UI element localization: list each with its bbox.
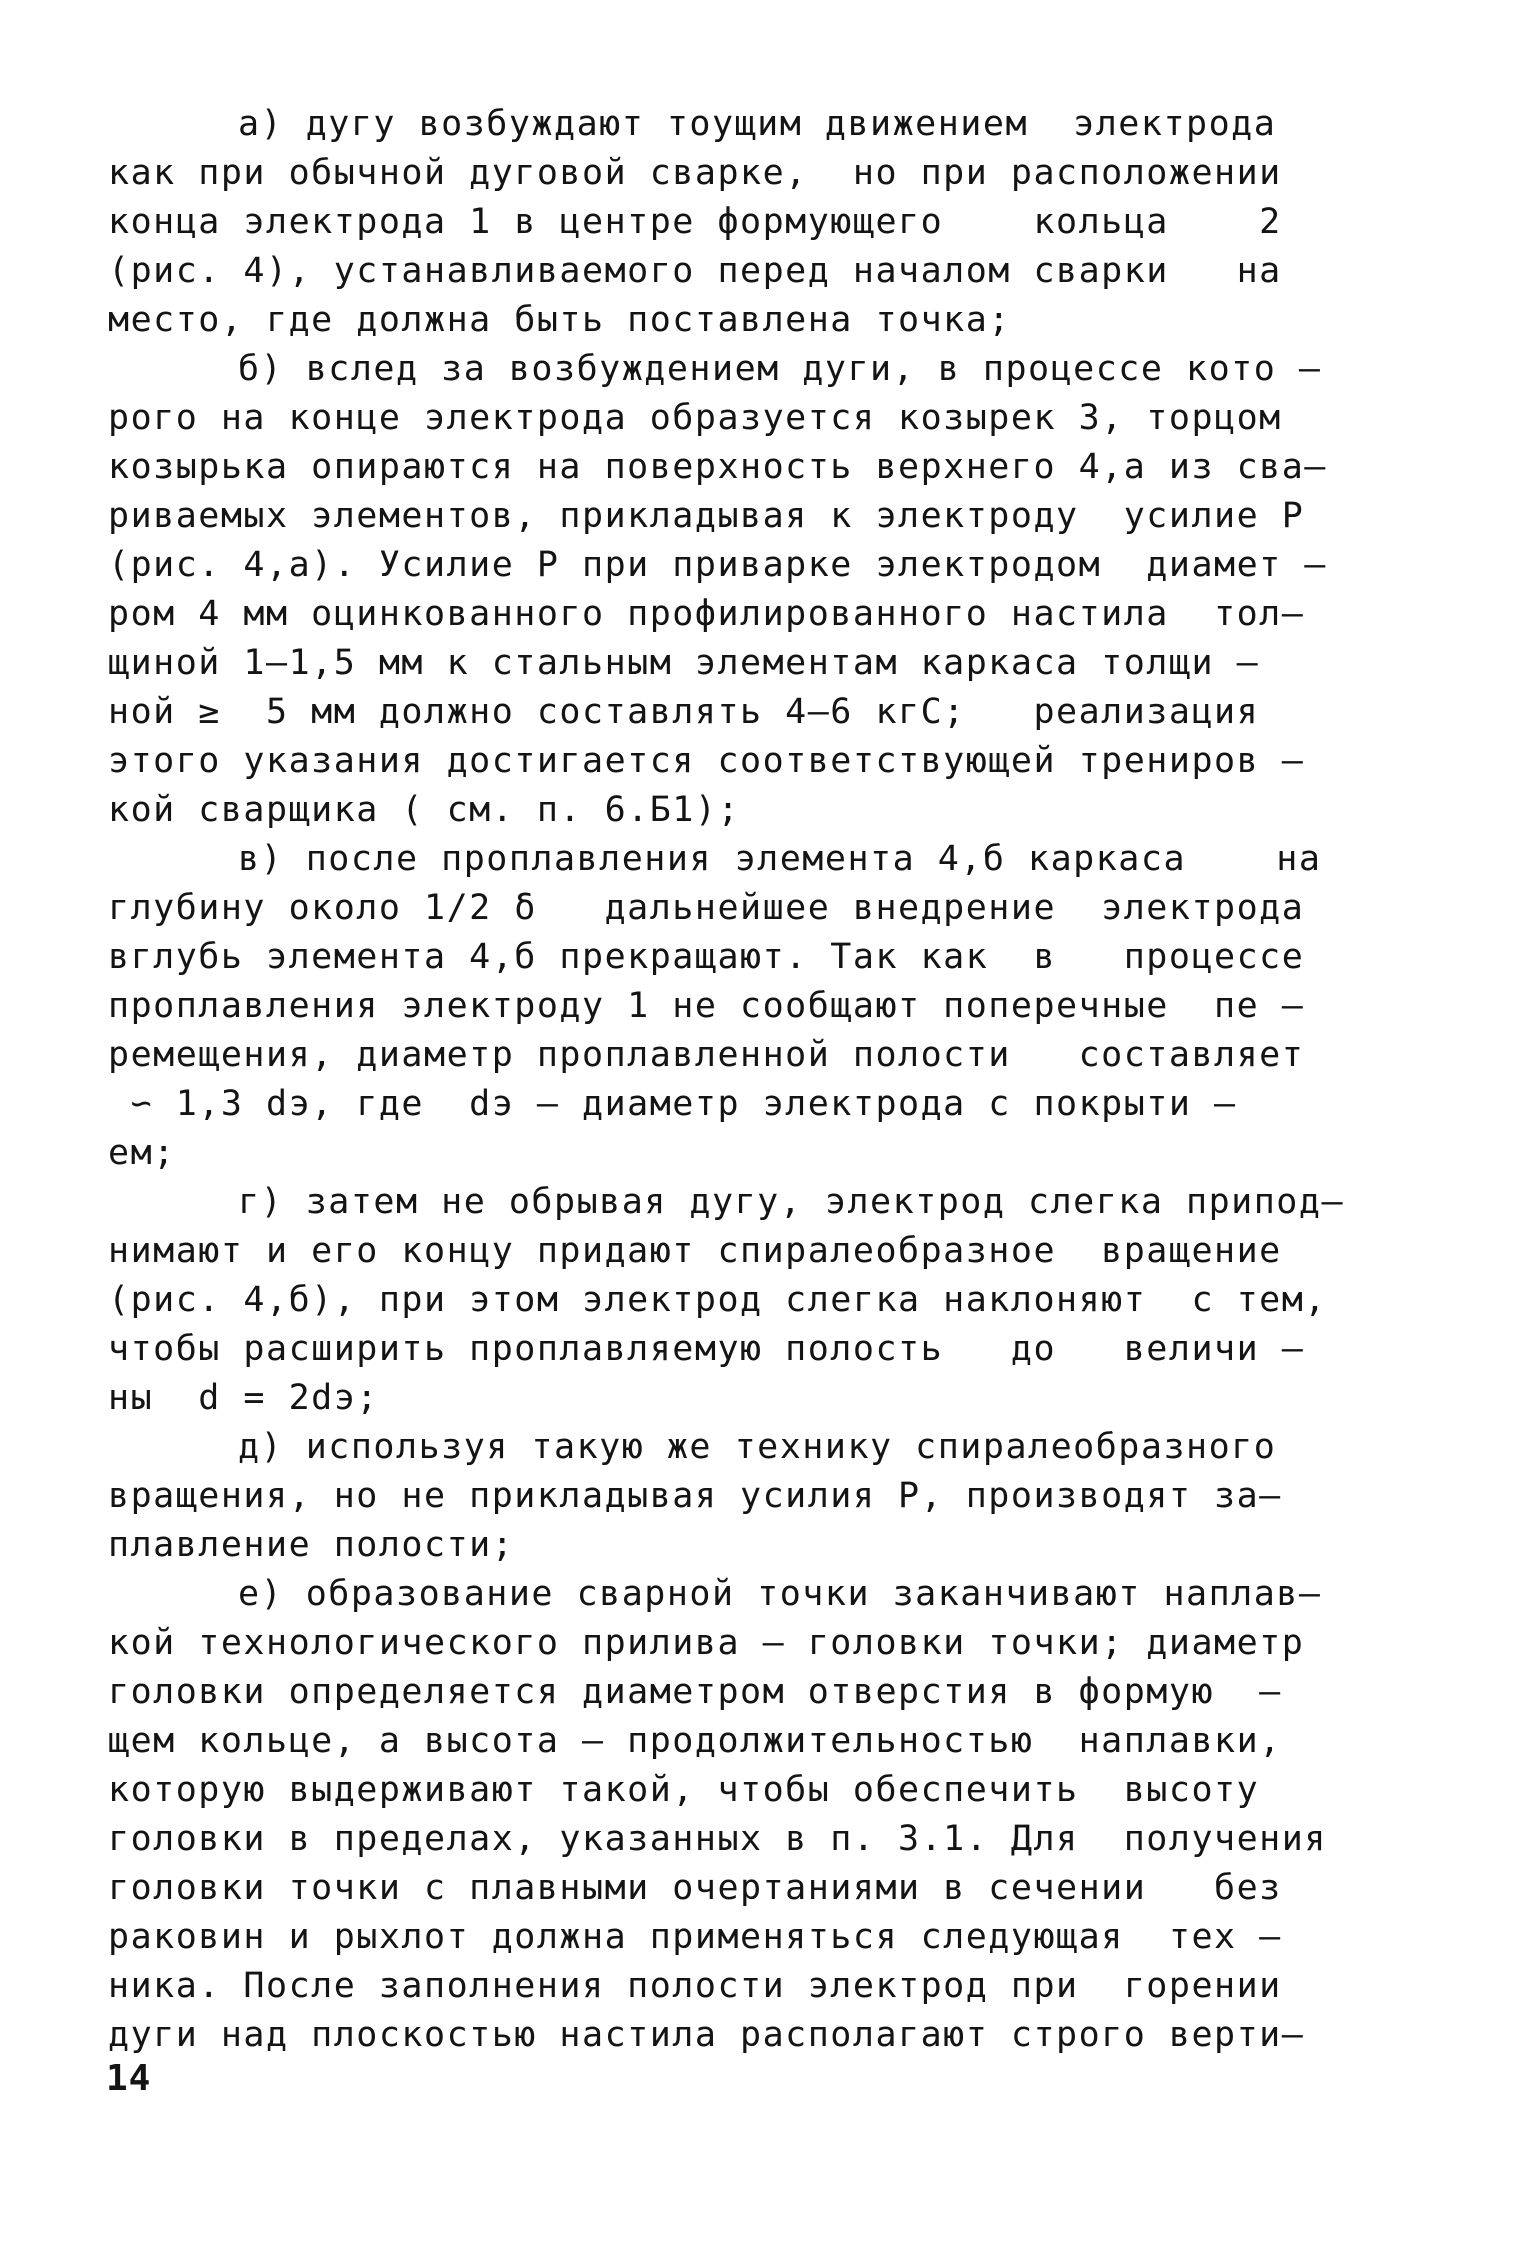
- text-line: которую выдерживают такой, чтобы обеспечить высоту: [108, 1770, 1260, 1810]
- text-line: дуги над плоскостью настила располагают строго верти–: [108, 2015, 1305, 2055]
- text-line: нимают и его концу придают спиралеобразное вращение: [108, 1231, 1282, 1271]
- text-line: рого на конце электрода образуется козырек 3, торцом: [108, 398, 1282, 438]
- text-line: кой сварщика ( см. п. 6.Б1);: [108, 790, 741, 830]
- text-line: ны d = 2dэ;: [108, 1378, 379, 1418]
- text-line: козырька опираются на поверхность верхнего 4,а из сва–: [108, 447, 1327, 487]
- text-line: ром 4 мм оцинкованного профилированного настила тол–: [108, 594, 1305, 634]
- text-line: головки определяется диаметром отверстия в формую –: [108, 1672, 1282, 1712]
- text-line: (рис. 4,а). Усилие Р при приварке электродом диамет –: [108, 545, 1327, 585]
- text-line: ∽ 1,3 dэ, где dэ – диаметр электрода с покрыти –: [108, 1084, 1237, 1124]
- text-line: как при обычной дуговой сварке, но при расположении: [108, 153, 1282, 193]
- text-line: риваемых элементов, прикладывая к электроду усилие Р: [108, 496, 1305, 536]
- text-line: плавление полости;: [108, 1525, 515, 1565]
- text-line: головки точки с плавными очертаниями в сечении без: [108, 1868, 1282, 1908]
- text-line: проплавления электроду 1 не сообщают поперечные пе –: [108, 986, 1305, 1026]
- text-line: кой технологического прилива – головки точки; диаметр: [108, 1623, 1305, 1663]
- text-line: раковин и рыхлот должна применяться следующая тех –: [108, 1917, 1282, 1957]
- text-line: г) затем не обрывая дугу, электрод слегка припод–: [238, 1182, 1345, 1222]
- text-line: е) образование сварной точки заканчивают наплав–: [238, 1574, 1322, 1614]
- text-line: этого указания достигается соответствующей трениров –: [108, 741, 1305, 781]
- text-line: щем кольце, а высота – продолжительностью наплавки,: [108, 1721, 1282, 1761]
- text-line: а) дугу возбуждают тоущим движением электрода: [238, 104, 1277, 144]
- text-line: в) после проплавления элемента 4,б каркаса на: [238, 839, 1322, 879]
- text-line: ем;: [108, 1133, 176, 1173]
- text-line: щиной 1–1,5 мм к стальным элементам каркаса толщи –: [108, 643, 1260, 683]
- text-line: (рис. 4,б), при этом электрод слегка наклоняют с тем,: [108, 1280, 1327, 1320]
- text-line: головки в пределах, указанных в п. 3.1. Для получения: [108, 1819, 1327, 1859]
- text-line: ника. После заполнения полости электрод при горении: [108, 1966, 1282, 2006]
- page-body-text: [108, 100, 1408, 2060]
- page-number: 14: [106, 2058, 152, 2099]
- text-line: б) вслед за возбуждением дуги, в процессе кото –: [238, 349, 1322, 389]
- text-line: чтобы расширить проплавляемую полость до величи –: [108, 1329, 1305, 1369]
- text-line: вращения, но не прикладывая усилия Р, производят за–: [108, 1476, 1282, 1516]
- text-line: д) используя такую же технику спиралеобразного: [238, 1427, 1277, 1467]
- text-line: глубину около 1/2 δ дальнейшее внедрение электрода: [108, 888, 1305, 928]
- text-line: (рис. 4), устанавливаемого перед началом сварки на: [108, 251, 1282, 291]
- text-line: вглубь элемента 4,б прекращают. Так как в процессе: [108, 937, 1305, 977]
- text-line: место, где должна быть поставлена точка;: [108, 300, 1011, 340]
- text-line: ремещения, диаметр проплавленной полости составляет: [108, 1035, 1305, 1075]
- text-line: конца электрода 1 в центре формующего кольца 2: [108, 202, 1282, 242]
- text-line: ной ≥ 5 мм должно составлять 4–6 кгС; реализация: [108, 692, 1260, 732]
